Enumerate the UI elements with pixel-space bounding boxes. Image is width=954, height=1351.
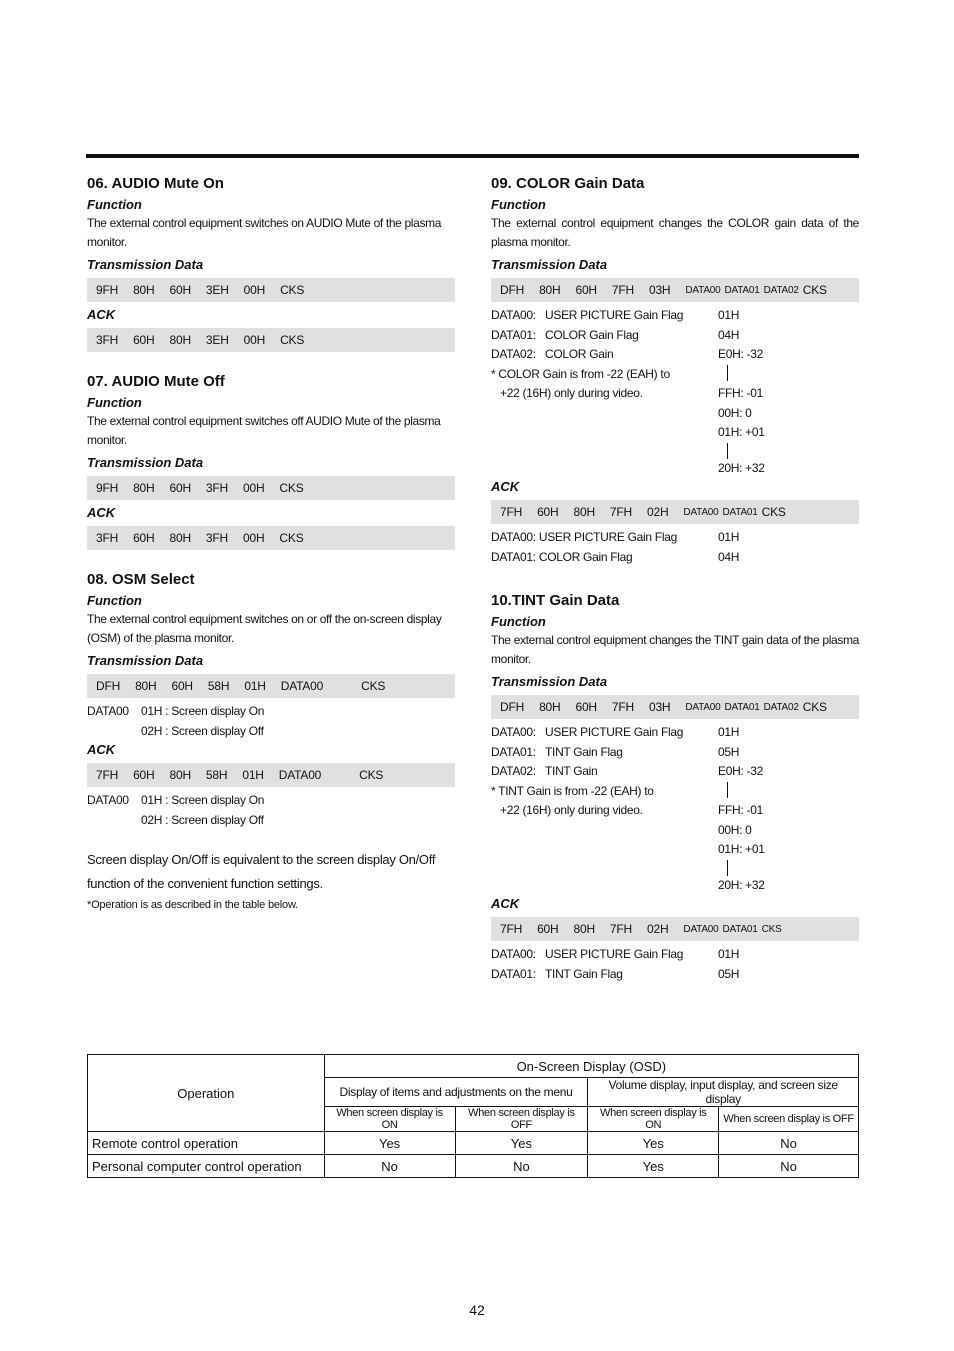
byte: 80H (133, 283, 155, 297)
data-option: 01H : Screen display On (141, 704, 265, 718)
data-desc: DATA01: COLOR Gain Flag (491, 549, 633, 564)
byte: 02H (647, 922, 669, 936)
table-cell: Yes (455, 1132, 588, 1155)
byte: 9FH (96, 481, 119, 495)
data-option: 01H : Screen display On (141, 793, 265, 807)
section-audio-mute-on (87, 174, 455, 352)
data-desc: TINT Gain Flag (545, 744, 623, 759)
byte: DATA00 (683, 506, 719, 518)
byte: DFH (96, 679, 121, 693)
data-value: 04H (718, 549, 740, 564)
ack-bar (87, 763, 455, 787)
byte: 80H (539, 700, 561, 714)
data-option: 02H : Screen display Off (141, 812, 264, 827)
gain-note: * TINT Gain is from -22 (EAH) to (491, 783, 654, 798)
row-label: Personal computer control operation (88, 1155, 325, 1178)
data-key: DATA01: (491, 327, 536, 342)
data-key: DATA00: (491, 947, 536, 961)
byte: 60H (575, 700, 597, 714)
table-cell: Yes (588, 1155, 719, 1178)
byte: 3EH (205, 283, 229, 297)
section-title: 07. AUDIO Mute Off (87, 373, 225, 390)
function-label: Function (87, 197, 142, 212)
table-row (88, 1155, 859, 1178)
data-value: 20H: +32 (718, 877, 765, 892)
byte: 80H (539, 283, 561, 297)
byte: 60H (133, 531, 155, 545)
page-number: 42 (469, 1302, 485, 1318)
function-label: Function (491, 614, 546, 629)
range-line (727, 782, 728, 798)
transmission-bar (491, 278, 859, 302)
byte: CKS (761, 505, 786, 519)
transmission-label: Transmission Data (491, 674, 608, 689)
byte: DATA01 (724, 284, 760, 296)
data-value: 01H (718, 725, 740, 739)
function-text: The external control equipment switches off AUDIO Mute of the plasma monitor. (87, 414, 441, 447)
data-rows (491, 306, 859, 478)
operation-header: Operation (88, 1055, 325, 1132)
ack-rows (491, 528, 859, 567)
byte: 3FH (96, 333, 119, 347)
data-value: 05H (718, 744, 740, 759)
byte: 80H (573, 505, 595, 519)
ack-bar (491, 917, 859, 941)
byte: 80H (135, 679, 157, 693)
data-desc: COLOR Gain Flag (545, 327, 639, 342)
data-key: DATA00: (491, 308, 536, 322)
byte: 7FH (500, 505, 523, 519)
byte: 3FH (96, 531, 119, 545)
transmission-bar (87, 476, 455, 500)
ack-label: ACK (87, 307, 116, 322)
data-value: 01H (718, 947, 740, 961)
byte: DATA02 (763, 284, 799, 296)
function-label: Function (87, 395, 142, 410)
data-key: DATA02: (491, 347, 536, 361)
transmission-label: Transmission Data (87, 653, 204, 668)
byte: DATA01 (724, 701, 760, 713)
osd-operation-table (87, 1054, 859, 1178)
data-options (87, 702, 455, 741)
sub-header: When screen display is OFF (455, 1107, 588, 1132)
byte: 60H (537, 922, 559, 936)
group-header: Display of items and adjustments on the menu (324, 1078, 588, 1107)
byte: 03H (648, 700, 671, 714)
byte: CKS (361, 679, 386, 693)
byte: DFH (500, 700, 525, 714)
data-value: E0H: -32 (718, 764, 763, 778)
byte: 3EH (205, 333, 229, 347)
gain-note: +22 (16H) only during video. (500, 386, 643, 400)
ack-label: ACK (491, 479, 520, 494)
function-text: The external control equipment changes the COLOR gain data of the plasma monitor. (491, 216, 859, 249)
data-value: 01H (718, 308, 740, 322)
byte: 80H (169, 333, 191, 347)
top-rule (86, 154, 859, 158)
table-cell: No (324, 1155, 455, 1178)
byte: 01H (244, 679, 266, 693)
ack-label: ACK (491, 896, 520, 911)
byte: 7FH (500, 922, 523, 936)
data-value: 01H: +01 (718, 842, 765, 856)
byte: 9FH (96, 283, 119, 297)
data-key: DATA00 (87, 793, 129, 807)
ack-bar (491, 500, 859, 524)
byte: DATA02 (763, 701, 799, 713)
section-color-gain (491, 174, 859, 567)
function-text: The external control equipment changes the TINT gain data of the plasma monitor. (491, 633, 859, 666)
gain-note: * COLOR Gain is from -22 (EAH) to (491, 366, 670, 381)
byte: DATA00 (278, 768, 322, 782)
ack-label: ACK (87, 505, 116, 520)
ack-rows (491, 945, 859, 984)
byte: 60H (171, 679, 193, 693)
data-desc: TINT Gain Flag (545, 966, 623, 981)
byte: DATA00 (685, 701, 721, 713)
left-column (87, 174, 455, 934)
data-desc: USER PICTURE Gain Flag (545, 725, 684, 739)
data-value: 20H: +32 (718, 460, 765, 475)
byte: DFH (500, 283, 525, 297)
byte: CKS (280, 283, 305, 297)
byte: DATA00 (685, 284, 721, 296)
data-desc: USER PICTURE Gain Flag (545, 308, 684, 322)
transmission-label: Transmission Data (87, 455, 204, 470)
data-key: DATA01: (491, 966, 536, 981)
byte: 3FH (205, 481, 228, 495)
transmission-label: Transmission Data (87, 257, 204, 272)
section-title: 06. AUDIO Mute On (87, 175, 224, 192)
byte: 60H (169, 283, 191, 297)
table-cell: Yes (324, 1132, 455, 1155)
section-tint-gain (491, 591, 859, 984)
byte: 3FH (205, 531, 228, 545)
range-line (727, 443, 728, 459)
byte: 58H (207, 679, 230, 693)
byte: 7FH (609, 505, 632, 519)
byte: DATA01 (722, 506, 758, 518)
byte: CKS (279, 531, 304, 545)
byte: DATA01 (722, 923, 758, 935)
ack-bar (87, 526, 455, 550)
right-column (491, 174, 859, 1004)
data-key: DATA01: (491, 744, 536, 759)
function-text: The external control equipment switches on or off the on-screen display (OSM) of the plasma monitor. (87, 612, 442, 645)
byte: 00H (243, 481, 265, 495)
byte: 60H (133, 768, 155, 782)
byte: 00H (243, 283, 266, 297)
data-value: FFH: -01 (718, 803, 763, 817)
byte: 03H (648, 283, 671, 297)
data-desc: COLOR Gain (545, 347, 614, 361)
range-line (727, 365, 728, 381)
data-value: 00H: 0 (718, 405, 752, 420)
function-label: Function (491, 197, 546, 212)
function-text: The external control equipment switches on AUDIO Mute of the plasma monitor. (87, 216, 442, 249)
gain-note: +22 (16H) only during video. (500, 803, 643, 817)
byte: 58H (205, 768, 228, 782)
section-audio-mute-off (87, 372, 455, 550)
transmission-bar (87, 674, 455, 698)
byte: 00H (243, 333, 266, 347)
byte: CKS (280, 333, 305, 347)
data-value: E0H: -32 (718, 347, 763, 361)
table-cell: Yes (588, 1132, 719, 1155)
ack-bar (87, 328, 455, 352)
byte: 80H (169, 768, 191, 782)
byte: 60H (575, 283, 597, 297)
byte: 80H (573, 922, 595, 936)
data-rows (491, 723, 859, 895)
byte: DATA00 (280, 679, 324, 693)
data-desc: TINT Gain (545, 764, 598, 778)
data-key: DATA02: (491, 764, 536, 778)
byte: 7FH (609, 922, 632, 936)
byte: 7FH (611, 700, 634, 714)
note-small: *Operation is as described in the table below. (87, 899, 298, 911)
data-value: FFH: -01 (718, 386, 763, 400)
byte: 60H (133, 333, 155, 347)
byte: 7FH (611, 283, 634, 297)
transmission-bar (491, 695, 859, 719)
section-osm-select (87, 570, 455, 914)
section-title: 08. OSM Select (87, 571, 195, 588)
byte: CKS (761, 923, 782, 935)
data-value: 05H (718, 966, 740, 981)
sub-header: When screen display is OFF (719, 1107, 859, 1132)
table-cell: No (719, 1132, 859, 1155)
byte: 80H (133, 481, 155, 495)
byte: 80H (169, 531, 191, 545)
data-key: DATA00 (87, 704, 129, 718)
data-value: 01H: +01 (718, 425, 765, 439)
osd-header: On-Screen Display (OSD) (324, 1055, 858, 1078)
sub-header: When screen display is ON (324, 1107, 455, 1132)
byte: 7FH (96, 768, 119, 782)
byte: 60H (537, 505, 559, 519)
table-cell: No (455, 1155, 588, 1178)
ack-label: ACK (87, 742, 116, 757)
byte: DATA00 (683, 923, 719, 935)
data-value: 04H (718, 327, 740, 342)
data-value: 00H: 0 (718, 822, 752, 837)
data-option: 02H : Screen display Off (141, 723, 264, 738)
byte: CKS (279, 481, 304, 495)
data-key: DATA00: (491, 725, 536, 739)
byte: CKS (802, 700, 827, 714)
function-label: Function (87, 593, 142, 608)
byte: CKS (802, 283, 827, 297)
data-desc: USER PICTURE Gain Flag (545, 947, 684, 961)
byte: 02H (647, 505, 669, 519)
data-desc: DATA00: USER PICTURE Gain Flag (491, 530, 677, 544)
transmission-bar (87, 278, 455, 302)
note-line: function of the convenient function settings. (87, 876, 323, 891)
transmission-label: Transmission Data (491, 257, 608, 272)
sub-header: When screen display is ON (588, 1107, 719, 1132)
table-row (88, 1132, 859, 1155)
row-label: Remote control operation (88, 1132, 325, 1155)
data-value: 01H (718, 530, 740, 544)
byte: 01H (242, 768, 264, 782)
section-title: 09. COLOR Gain Data (491, 175, 645, 192)
ack-data-options (87, 791, 455, 830)
table-cell: No (719, 1155, 859, 1178)
note-line: Screen display On/Off is equivalent to the screen display On/Off (87, 852, 436, 867)
byte: CKS (359, 768, 384, 782)
section-title: 10.TINT Gain Data (491, 592, 620, 609)
byte: 00H (243, 531, 265, 545)
range-line (727, 860, 728, 876)
group-header: Volume display, input display, and screen size display (588, 1078, 859, 1107)
byte: 60H (169, 481, 191, 495)
